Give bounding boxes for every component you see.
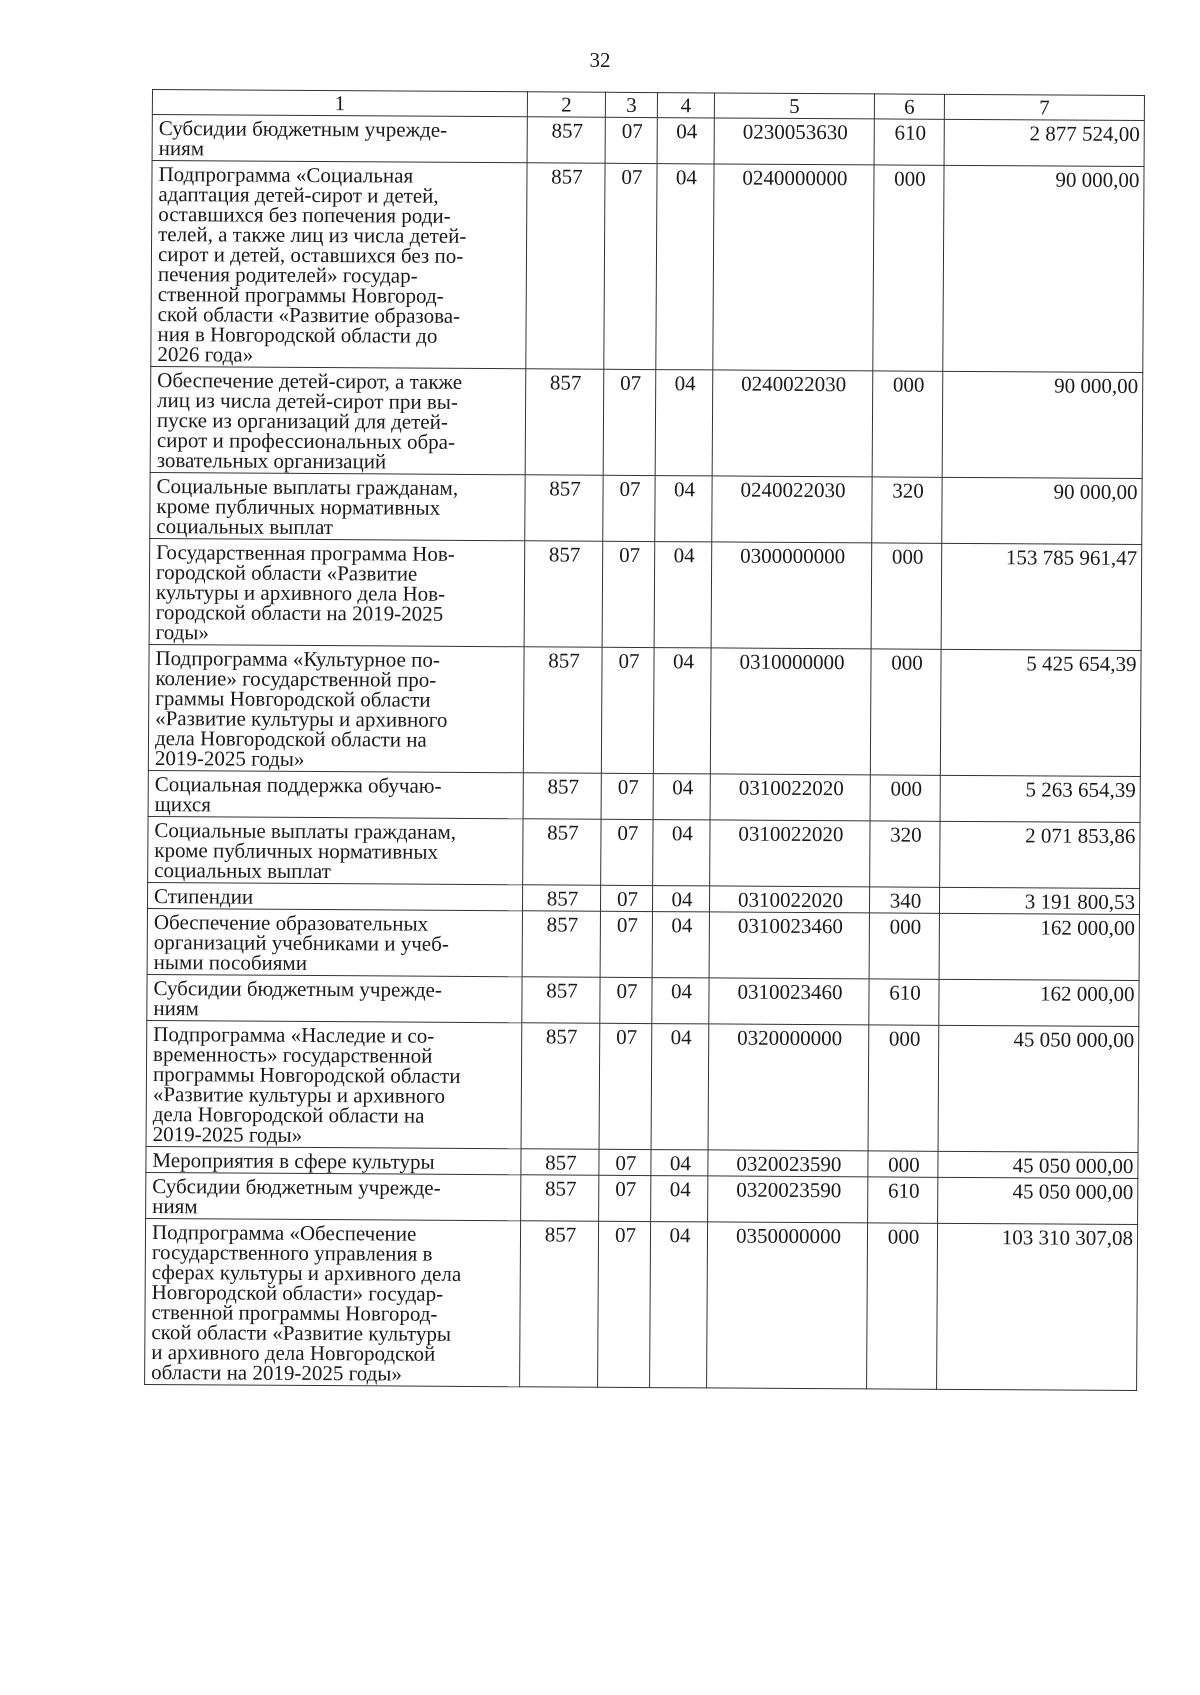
row-description: Обеспечение образовательных организаций учебниками и учеб- ными пособиями bbox=[147, 908, 522, 976]
row-cell-c5: 0310000000 bbox=[710, 648, 871, 775]
row-cell-c7: 45 050 000,00 bbox=[938, 1177, 1138, 1224]
row-cell-c6: 000 bbox=[868, 1025, 939, 1151]
row-cell-c6: 000 bbox=[873, 165, 944, 371]
row-cell-c2: 857 bbox=[524, 541, 603, 647]
row-cell-c3: 07 bbox=[603, 475, 655, 541]
row-description: Государственная программа Нов- городской области «Развитие культуры и архивного дела Нов- городской области на 2019-2025 годы» bbox=[149, 538, 525, 646]
row-cell-c4: 04 bbox=[655, 370, 713, 476]
row-cell-c4: 04 bbox=[651, 1024, 709, 1150]
table-row bbox=[148, 644, 1141, 776]
row-cell-c6: 000 bbox=[872, 371, 943, 477]
row-cell-c4: 04 bbox=[653, 820, 710, 886]
row-cell-c2: 857 bbox=[523, 819, 601, 885]
table-row bbox=[150, 472, 1142, 544]
row-cell-c5: 0310022020 bbox=[709, 886, 869, 913]
row-cell-c7: 90 000,00 bbox=[943, 165, 1144, 372]
header-cell: 1 bbox=[152, 90, 527, 117]
row-cell-c2: 857 bbox=[522, 885, 600, 911]
row-cell-c5: 0310022020 bbox=[710, 774, 870, 821]
row-description: Социальная поддержка обучаю- щихся bbox=[148, 770, 523, 818]
row-description: Мероприятия в сфере культуры bbox=[146, 1146, 521, 1174]
row-cell-c5: 0310022020 bbox=[710, 820, 870, 887]
header-cell: 6 bbox=[874, 94, 944, 119]
row-description: Подпрограмма «Наследие и со- временность» государственной программы Новгородской области «Развитие культуры и архивного дела Новгородской области на 2019-2025 годы» bbox=[146, 1020, 522, 1148]
row-description: Подпрограмма «Культурное по- коление» государственной про- граммы Новгородской области «Развитие культуры и архивного дела Новгородской области на 2019-2025 годы» bbox=[148, 644, 524, 772]
row-cell-c3: 07 bbox=[603, 369, 656, 475]
row-cell-c2: 857 bbox=[523, 647, 602, 773]
header-cell: 2 bbox=[527, 92, 605, 117]
row-cell-c2: 857 bbox=[521, 1023, 600, 1149]
row-cell-c3: 07 bbox=[601, 647, 654, 773]
row-cell-c3: 07 bbox=[599, 1175, 651, 1221]
row-description: Подпрограмма «Обеспечение государственного управления в сферах культуры и архивного дела Новгородской области» государ- ственной программы Новгород- ской области «Развитие культуры и архивного дела Новгородской области на 2019-2025 годы» bbox=[145, 1218, 521, 1386]
budget-table bbox=[144, 89, 1145, 1391]
table-row bbox=[150, 366, 1143, 478]
row-cell-c2: 857 bbox=[521, 1175, 599, 1221]
row-cell-c2: 857 bbox=[523, 773, 601, 819]
row-description: Субсидии бюджетным учрежде- ниям bbox=[152, 115, 527, 163]
row-cell-c3: 07 bbox=[601, 773, 653, 819]
row-cell-c4: 04 bbox=[651, 1176, 708, 1222]
row-cell-c3: 07 bbox=[599, 1023, 652, 1149]
row-cell-c6: 340 bbox=[869, 887, 939, 913]
row-cell-c4: 04 bbox=[653, 648, 711, 774]
row-cell-c2: 857 bbox=[525, 369, 604, 475]
row-cell-c6: 610 bbox=[869, 979, 939, 1025]
row-cell-c5: 0320000000 bbox=[708, 1024, 869, 1151]
row-cell-c6: 000 bbox=[870, 775, 940, 821]
row-cell-c3: 07 bbox=[599, 1149, 651, 1175]
header-cell: 7 bbox=[944, 94, 1144, 120]
row-cell-c6: 000 bbox=[871, 543, 942, 649]
row-cell-c7: 5 263 654,39 bbox=[940, 775, 1140, 822]
row-cell-c7: 162 000,00 bbox=[939, 913, 1139, 980]
row-cell-c4: 04 bbox=[654, 542, 712, 648]
row-cell-c7: 45 050 000,00 bbox=[938, 1151, 1138, 1178]
row-cell-c7: 2 877 524,00 bbox=[944, 119, 1144, 166]
row-cell-c5: 0240000000 bbox=[713, 164, 874, 371]
row-cell-c6: 610 bbox=[868, 1177, 938, 1223]
table-row bbox=[146, 1172, 1138, 1224]
table-row bbox=[147, 908, 1139, 980]
row-description: Субсидии бюджетным учрежде- ниям bbox=[147, 974, 522, 1022]
header-cell: 5 bbox=[714, 93, 874, 119]
row-cell-c7: 45 050 000,00 bbox=[938, 1025, 1139, 1152]
row-cell-c5: 0350000000 bbox=[707, 1222, 868, 1389]
row-cell-c5: 0310023460 bbox=[709, 978, 869, 1025]
row-description: Социальные выплаты гражданам, кроме публичных нормативных социальных выплат bbox=[150, 472, 525, 540]
row-cell-c7: 90 000,00 bbox=[942, 371, 1143, 478]
row-cell-c4: 04 bbox=[655, 476, 712, 542]
header-cell: 4 bbox=[657, 93, 714, 118]
row-cell-c2: 857 bbox=[522, 977, 600, 1023]
table-row bbox=[148, 816, 1140, 888]
row-cell-c7: 153 785 961,47 bbox=[941, 543, 1142, 650]
row-cell-c5: 0240022030 bbox=[712, 370, 873, 477]
row-cell-c3: 07 bbox=[600, 911, 652, 977]
row-cell-c7: 3 191 800,53 bbox=[939, 887, 1139, 914]
row-cell-c2: 857 bbox=[527, 117, 605, 163]
row-cell-c5: 0320023590 bbox=[708, 1176, 868, 1223]
row-cell-c4: 04 bbox=[652, 886, 709, 912]
row-cell-c5: 0230053630 bbox=[714, 118, 874, 165]
row-cell-c3: 07 bbox=[602, 541, 655, 647]
row-cell-c6: 000 bbox=[869, 913, 939, 979]
row-cell-c2: 857 bbox=[525, 475, 603, 541]
row-cell-c3: 07 bbox=[598, 1221, 651, 1387]
row-cell-c6: 000 bbox=[870, 649, 941, 775]
table-row bbox=[146, 1020, 1139, 1152]
row-cell-c3: 07 bbox=[605, 117, 657, 163]
table-row bbox=[151, 161, 1144, 373]
table-body bbox=[145, 115, 1145, 1391]
row-cell-c5: 0310023460 bbox=[709, 912, 869, 979]
row-cell-c4: 04 bbox=[656, 164, 714, 370]
row-cell-c4: 04 bbox=[653, 774, 710, 820]
row-cell-c7: 90 000,00 bbox=[942, 477, 1142, 544]
header-cell: 3 bbox=[605, 92, 657, 117]
row-description: Обеспечение детей-сирот, а также лиц из числа детей-сирот при вы- пуске из организаций для детей- сирот и профессиональных обра- зовательных организаций bbox=[150, 366, 526, 474]
row-description: Субсидии бюджетным учрежде- ниям bbox=[146, 1172, 521, 1220]
row-cell-c2: 857 bbox=[520, 1221, 599, 1387]
row-cell-c2: 857 bbox=[521, 1149, 599, 1175]
row-cell-c6: 000 bbox=[868, 1151, 938, 1177]
row-cell-c4: 04 bbox=[652, 978, 709, 1024]
row-cell-c7: 103 310 307,08 bbox=[937, 1223, 1138, 1390]
row-cell-c5: 0320023590 bbox=[708, 1150, 868, 1177]
table-row bbox=[147, 974, 1139, 1026]
row-cell-c5: 0300000000 bbox=[711, 542, 872, 649]
row-description: Социальные выплаты гражданам, кроме публичных нормативных социальных выплат bbox=[148, 816, 523, 884]
row-cell-c4: 04 bbox=[657, 118, 714, 164]
row-cell-c6: 610 bbox=[874, 119, 944, 165]
row-cell-c3: 07 bbox=[600, 977, 652, 1023]
row-cell-c3: 07 bbox=[600, 885, 652, 911]
row-cell-c4: 04 bbox=[650, 1222, 708, 1388]
row-description: Подпрограмма «Социальная адаптация детей-сирот и детей, оставшихся без попечения роди- телей, а также лиц из числа детей- сирот и детей, оставшихся без по- печения родителей» государ- ственной программы Новгород- ской области «Развитие образова- ния в Новгородской области до 2026 года» bbox=[151, 161, 527, 369]
table-row bbox=[145, 1218, 1138, 1390]
row-cell-c4: 04 bbox=[652, 912, 709, 978]
table-row bbox=[148, 770, 1140, 822]
row-cell-c4: 04 bbox=[651, 1150, 708, 1176]
table-row bbox=[149, 538, 1142, 650]
row-description: Стипендии bbox=[147, 882, 522, 910]
row-cell-c2: 857 bbox=[526, 163, 605, 369]
row-cell-c2: 857 bbox=[522, 911, 600, 977]
row-cell-c3: 07 bbox=[604, 163, 657, 369]
row-cell-c6: 320 bbox=[872, 477, 942, 543]
row-cell-c7: 5 425 654,39 bbox=[940, 649, 1141, 776]
row-cell-c6: 320 bbox=[870, 821, 940, 887]
row-cell-c7: 2 071 853,86 bbox=[940, 821, 1140, 888]
row-cell-c5: 0240022030 bbox=[712, 476, 872, 543]
row-cell-c6: 000 bbox=[867, 1223, 938, 1389]
row-cell-c7: 162 000,00 bbox=[939, 979, 1139, 1026]
page-number: 32 bbox=[589, 48, 611, 72]
row-cell-c3: 07 bbox=[601, 819, 653, 885]
table-row bbox=[152, 115, 1144, 167]
